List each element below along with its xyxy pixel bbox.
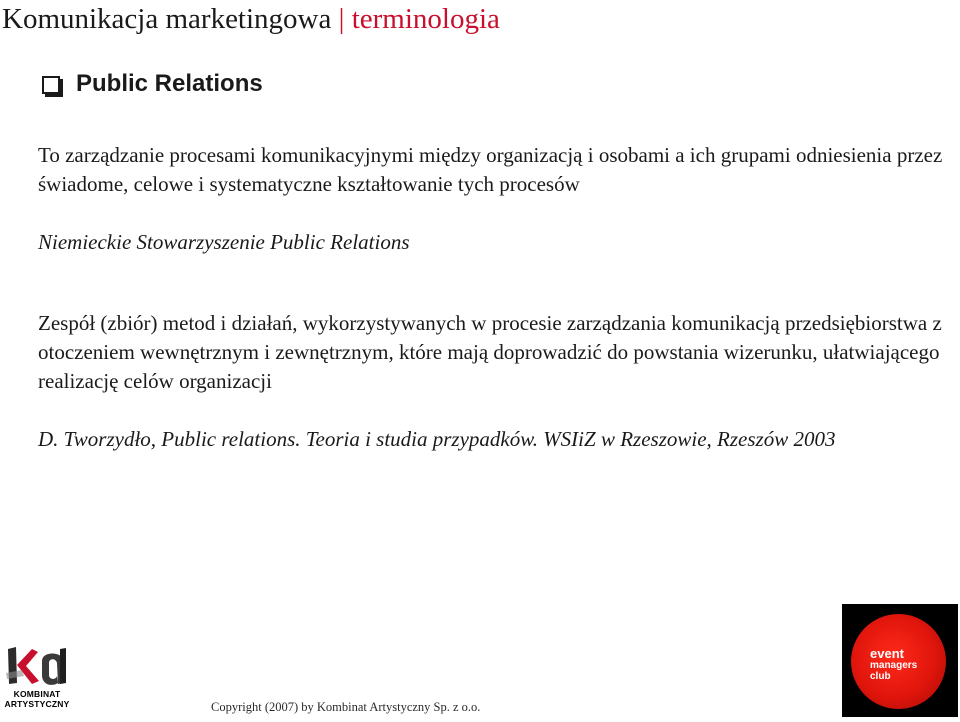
title-accent: terminologia (351, 3, 500, 35)
section-heading (42, 70, 263, 98)
copyright-text: Copyright (2007) by Kombinat Artystyczny Sp. z o.o. (211, 700, 481, 714)
logo-left-line-2: ARTYSTYCZNY (4, 699, 70, 709)
definition-source-2: D. Tworzydło, Public relations. Teoria i studia przypadków. WSIiZ w Rzeszowie, Rzeszów 2003 (38, 427, 836, 451)
definition-text-2: Zespół (zbiór) metod i działań, wykorzystywanych w procesie zarządzania komunikacją przedsiębiorstwa z otoczeniem wewnętrznym i zewnętrznym, które mają doprowadzić do powstania wizerunku, ułatwiającego realizację celów organizacji (38, 311, 942, 393)
kombinat-artystyczny-logo (0, 643, 74, 713)
title-separator: | (338, 3, 345, 35)
kombinat-mark-icon (2, 643, 72, 687)
logo-left-line-1: KOMBINAT (13, 689, 61, 699)
definition-source-1: Niemieckie Stowarzyszenie Public Relations (38, 230, 410, 254)
event-managers-club-logo (842, 604, 958, 717)
logo-right-line-2: managers (870, 660, 918, 671)
section-heading-text: Public Relations (76, 70, 263, 97)
logo-right-line-1: event (870, 646, 904, 661)
checkbox-icon (42, 76, 60, 94)
slide-title (2, 2, 500, 36)
logo-right-line-3: club (870, 671, 891, 682)
title-main: Komunikacja marketingowa (2, 3, 332, 35)
definition-text-1: To zarządzanie procesami komunikacyjnymi między organizacją i osobami a ich grupami odniesienia przez świadome, celowe i systematyczne kształtowanie tych procesów (38, 143, 943, 196)
